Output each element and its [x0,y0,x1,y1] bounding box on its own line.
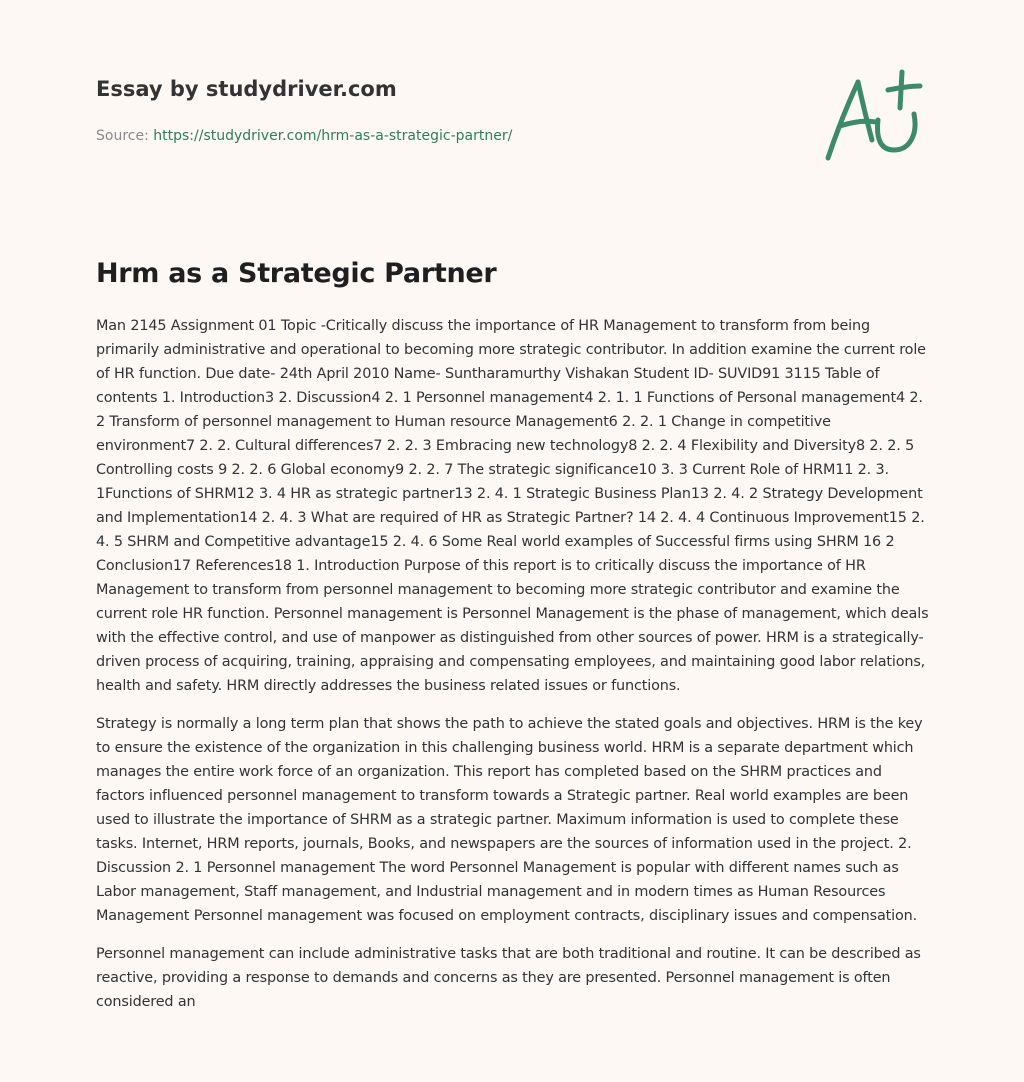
page-title: Hrm as a Strategic Partner [96,258,497,289]
essay-body [96,314,932,1028]
source-line [96,126,796,146]
essay-paragraph: Personnel management can include administrative tasks that are both traditional and routine. It can be described as reactive, providing a response to demands and concerns as they are presented. Personnel management is often considered an [96,946,921,1010]
a-plus-logo-icon [818,64,930,168]
source-link[interactable]: https://studydriver.com/hrm-as-a-strategic-partner/ [153,128,513,144]
source-label: Source: [96,128,154,144]
essay-paragraph: Man 2145 Assignment 01 Topic -Critically discuss the importance of HR Management to transform from being primarily administrative and operational to becoming more strategic contributor. In addition examine the current role of HR function. Due date- 24th April 2010 Name- Suntharamurthy Vishakan Student ID- SUVID91 3115 Table of contents 1. Introduction3 2. Discussion4 2. 1 Personnel management4 2. 1. 1 Functions of Personal management4 2. 2 Transform of personnel management to Human resource Management6 2. 2. 1 Change in competitive environment7 2. 2. Cultural differences7 2. 2. 3 Embracing new technology8 2. 2. 4 Flexibility and Diversity8 2. 2. 5 Controlling costs 9 2. 2. 6 Global economy9 2. 2. 7 The strategic significance10 3. 3 Current Role of HRM11 2. 3. 1Functions of SHRM12 3. 4 HR as strategic partner13 2. 4. 1 Strategic Business Plan13 2. 4. 2 Strategy Development and Implementation14 2. 4. 3 What are required of HR as Strategic Partner? 14 2. 4. 4 Continuous Improvement15 2. 4. 5 SHRM and Competitive advantage15 2. 4. 6 Some Real world examples of Successful firms using SHRM 16 2 Conclusion17 References18 1. Introduction Purpose of this report is to critically discuss the importance of HR Management to transform from personnel management to becoming more strategic contributor and examine the current role HR function. Personnel management is Personnel Management is the phase of management, which deals with the effective control, and use of manpower as distinguished from other sources of power. HRM is a strategically-driven process of acquiring, training, appraising and compensating employees, and maintaining good labor relations, health and safety. HRM directly addresses the business related issues or functions. [96,318,929,694]
site-title: Essay by studydriver.com [96,77,397,101]
essay-paragraph: Strategy is normally a long term plan that shows the path to achieve the stated goals and objectives. HRM is the key to ensure the existence of the organization in this challenging business world. HRM is a separate department which manages the entire work force of an organization. This report has completed based on the SHRM practices and factors influenced personnel management to transform towards a Strategic partner. Real world examples are been used to illustrate the importance of SHRM as a strategic partner. Maximum information is used to complete these tasks. Internet, HRM reports, journals, Books, and newspapers are the sources of information used in the project. 2. Discussion 2. 1 Personnel management The word Personnel Management is popular with different names such as Labor management, Staff management, and Industrial management and in modern times as Human Resources Management Personnel management was focused on employment contracts, disciplinary issues and compensation. [96,716,923,924]
document-header [96,74,796,146]
